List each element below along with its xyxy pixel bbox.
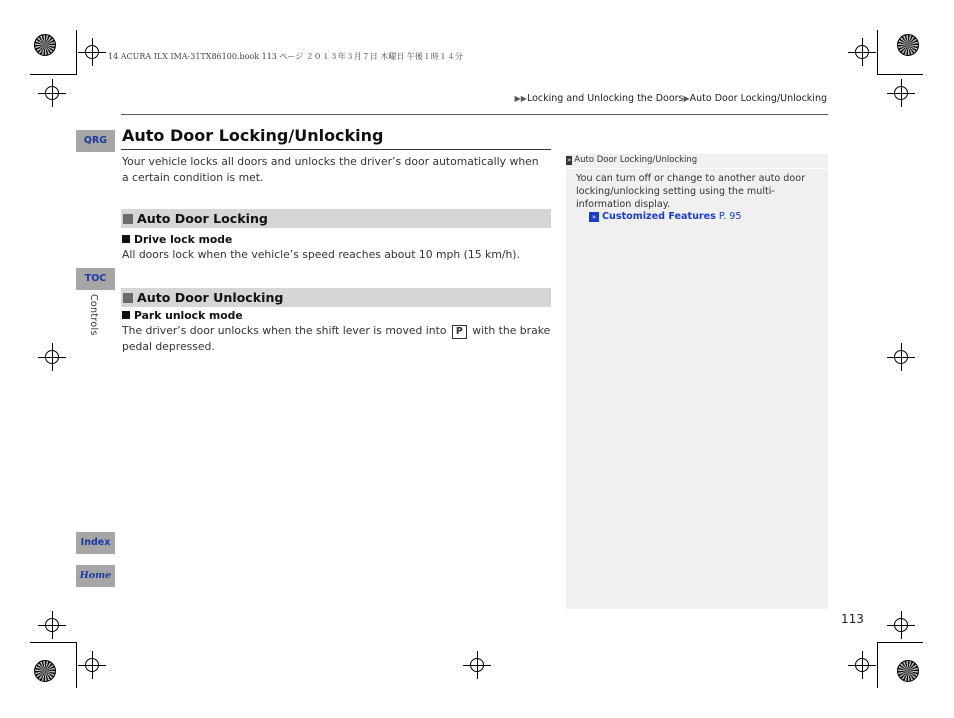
breadcrumb-arrow-icon: ▶▶: [514, 94, 527, 103]
section-bullet-icon: [123, 214, 133, 224]
link-arrow-icon: »: [589, 212, 599, 222]
toc-tab[interactable]: TOC: [76, 268, 115, 290]
registration-mark-icon: [470, 658, 484, 672]
registration-mark-icon: [855, 45, 869, 59]
registration-mark-icon: [85, 658, 99, 672]
registration-rosette-icon: [34, 34, 56, 56]
title-divider: [121, 149, 551, 150]
crop-mark: [30, 74, 76, 75]
breadcrumb-parent-link[interactable]: Locking and Unlocking the Doors: [526, 93, 684, 104]
drive-lock-description: All doors lock when the vehicle’s speed reaches about 10 mph (15 km/h).: [122, 248, 520, 261]
breadcrumb-current: Auto Door Locking/Unlocking: [689, 93, 827, 104]
crop-mark: [76, 642, 77, 688]
registration-mark-icon: [45, 86, 59, 100]
crop-mark: [877, 30, 878, 75]
page-number: 113: [841, 612, 864, 626]
subheading-park-unlock-mode: Park unlock mode: [122, 309, 243, 322]
header-divider: [121, 114, 828, 115]
reference-arrow-icon: »: [567, 156, 572, 164]
registration-rosette-icon: [34, 660, 56, 682]
crop-mark: [877, 74, 923, 75]
intro-paragraph: Your vehicle locks all doors and unlocks the driver’s door automatically when a certain condition is met.: [122, 155, 539, 184]
crop-mark: [877, 642, 878, 688]
home-label: Home: [79, 570, 112, 581]
registration-rosette-icon: [897, 660, 919, 682]
home-tab[interactable]: [76, 565, 115, 587]
customized-features-link[interactable]: » Customized Features P. 95: [589, 211, 742, 222]
side-note-panel: [566, 154, 828, 609]
qrg-tab[interactable]: QRG: [76, 130, 115, 152]
index-tab[interactable]: Index: [76, 532, 115, 554]
registration-rosette-icon: [897, 34, 919, 56]
registration-mark-icon: [894, 350, 908, 364]
crop-mark: [76, 30, 77, 75]
crop-mark: [30, 642, 76, 643]
registration-mark-icon: [894, 618, 908, 632]
registration-mark-icon: [45, 350, 59, 364]
crop-mark: [877, 642, 923, 643]
subheading-drive-lock-mode: Drive lock mode: [122, 233, 232, 246]
registration-mark-icon: [855, 658, 869, 672]
side-note-text: You can turn off or change to another auto door locking/unlocking setting using the multi-information display.: [576, 173, 806, 210]
breadcrumb-separator-icon: ▶: [683, 94, 690, 103]
park-unlock-description: The driver’s door unlocks when the shift lever is moved into P with the brake pedal depressed.: [122, 324, 551, 353]
registration-mark-icon: [45, 618, 59, 632]
subheading-bullet-icon: [122, 311, 130, 319]
subheading-bullet-icon: [122, 235, 130, 243]
section-bullet-icon: [123, 293, 133, 303]
section-heading-auto-door-unlocking: [121, 288, 551, 307]
side-note-divider: [566, 168, 828, 169]
registration-mark-icon: [85, 45, 99, 59]
side-note-heading: » Auto Door Locking/Unlocking: [567, 155, 698, 165]
section-heading-label: Auto Door Locking: [137, 211, 268, 226]
breadcrumb: [515, 93, 827, 104]
chapter-label: Controls: [88, 294, 99, 336]
page-title: Auto Door Locking/Unlocking: [122, 126, 384, 145]
shift-position-p-icon: P: [452, 325, 467, 339]
print-header: 14 ACURA ILX IMA-31TX86100.book 113 ページ ２０１３年３月７日 木曜日 午後１時１４分: [108, 52, 463, 61]
registration-mark-icon: [894, 86, 908, 100]
section-heading-label: Auto Door Unlocking: [137, 290, 284, 305]
section-heading-auto-door-locking: [121, 209, 551, 228]
